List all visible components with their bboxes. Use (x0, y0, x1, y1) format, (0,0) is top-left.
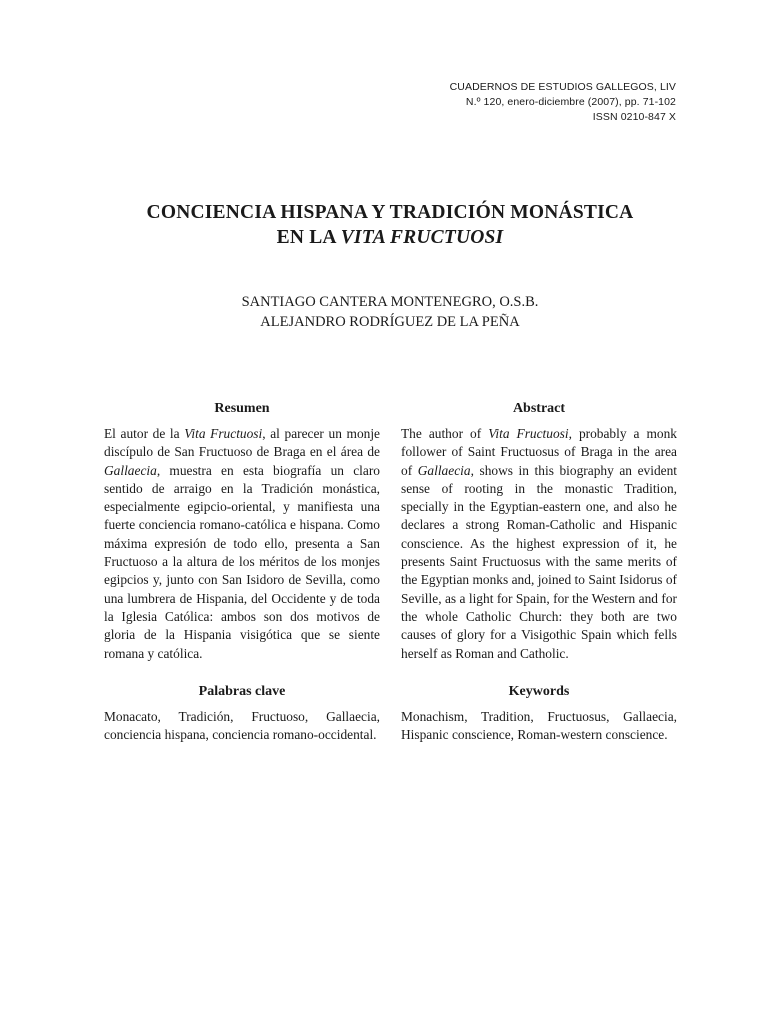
resumen-text-part-3: , muestra en esta biografía un claro sentido de arraigo en la Tradición monástica, especialmente egipcio-oriental, y manifiesta una fuerte conciencia romano-católica e hispana. Como máxima expresión de todo ello, presenta a San Fructuoso a la altura de los méritos de los monjes egipcios y, junto con San Isidoro de Sevilla, como una lumbrera de Hispania, del Occidente y de toda la Iglesia Católica: ambos son dos motivos de gloria de la Hispania visigótica que se siente romana y católica. (104, 462, 380, 661)
title-line-2-italic: VITA FRUCTUOSI (340, 227, 504, 248)
palabras-clave-heading: Palabras clave (198, 684, 286, 699)
keywords-section (401, 683, 677, 745)
abstract-text-part-2: , probably a monk follower of Saint Fructuosus of Braga in the area of (401, 426, 677, 478)
author-list (0, 292, 768, 332)
title-line-2-prefix: EN LA (276, 227, 341, 248)
abstract-heading: Abstract (512, 401, 566, 416)
resumen-text-part-2: , al parecer un monje discípulo de San Fructuoso de Braga en el área de (104, 426, 381, 460)
palabras-clave-text: Monacato, Tradición, Fructuoso, Gallaecia, conciencia hispana, conciencia romano-occidental. (104, 709, 380, 743)
abstract-italic-1: Vita Fructuosi (488, 426, 569, 441)
abstract-text-part-3: , shows in this biography an evident sense of rooting in the monastic Tradition, specially in the Egyptian-eastern one, and also he declares a strong Roman-Catholic and Hispanic conscience. As the highest expression of it, he presents Saint Fructuosus with the same merits of the Egyptian monks and, joined to Saint Isidorus of Seville, as a light for Spain, for the Western and for the whole Catholic Church: they both are two causes of glory for a Visigothic Spain which fells herself as Roman and Catholic. (401, 462, 677, 661)
journal-header (450, 80, 676, 125)
author-2: ALEJANDRO RODRÍGUEZ DE LA PEÑA (260, 314, 520, 330)
resumen-section (104, 400, 380, 663)
title-line-2 (0, 225, 768, 250)
abstract-section (401, 400, 677, 663)
abstract-text (401, 425, 677, 663)
resumen-heading: Resumen (214, 401, 270, 416)
title-line-1: CONCIENCIA HISPANA Y TRADICIÓN MONÁSTICA (146, 202, 634, 223)
author-1: SANTIAGO CANTERA MONTENEGRO, O.S.B. (241, 294, 539, 310)
article-title (0, 200, 768, 250)
keywords-heading: Keywords (508, 684, 570, 699)
journal-issn: ISSN 0210-847 X (592, 111, 676, 123)
keywords-text: Monachism, Tradition, Fructuosus, Gallaecia, Hispanic conscience, Roman-western conscience. (401, 709, 677, 743)
abstract-italic-2: Gallaecia (417, 462, 471, 478)
abstract-text-part-1: The author of (401, 426, 489, 441)
palabras-clave-section (104, 683, 380, 745)
journal-name: CUADERNOS DE ESTUDIOS GALLEGOS, LIV (449, 81, 676, 93)
resumen-italic-2: Gallaecia (104, 462, 157, 478)
resumen-text-part-1: El autor de la (104, 426, 185, 441)
resumen-text (104, 425, 380, 663)
resumen-italic-1: Vita Fructuosi (184, 426, 263, 441)
journal-issue: N.º 120, enero-diciembre (2007), pp. 71-102 (465, 96, 676, 108)
